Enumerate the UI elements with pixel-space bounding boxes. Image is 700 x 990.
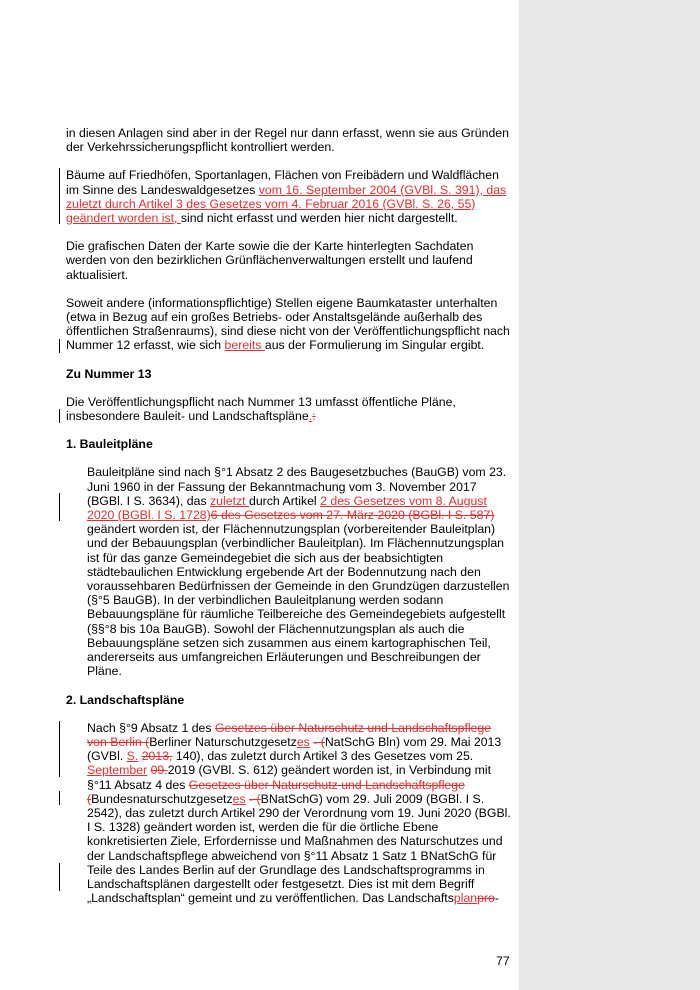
inserted-text: S.	[126, 749, 139, 764]
page-number: 77	[496, 954, 510, 968]
change-bar	[59, 339, 60, 353]
paragraph-2	[66, 168, 512, 225]
change-bar	[59, 409, 60, 423]
paragraph-4	[66, 296, 512, 353]
paragraph-5	[66, 395, 512, 423]
text-run: sind nicht erfasst und werden hier nicht dargestellt.	[180, 211, 458, 226]
paragraph-7	[66, 721, 512, 906]
heading-bauleitplaene: 1. Bauleitpläne	[66, 437, 153, 452]
text-run: Dies ist mit dem Begriff „Landschaftsplan“ gemeint und zu veröffentlichen. Das Landschafts	[87, 876, 475, 906]
change-bar	[59, 721, 60, 777]
text-run: NatSchG Bln) vom 29. Mai 2013 (GVBl.	[87, 734, 502, 764]
deleted-text: - (	[249, 791, 261, 806]
deleted-text: - (	[313, 734, 325, 749]
text-run: 140), das zuletzt durch Artikel 3 des Gesetzes vom 25.	[172, 749, 474, 764]
deleted-text: :	[312, 409, 316, 424]
text-run: Soweit andere (informationspflichtige) Stellen eigene Baumkataster unterhalten (etwa in Bezug auf ein großes Betriebs- oder Anstaltsgelände außerhalb des öffentlichen Straßenraums), sind diese nicht von der Veröffentlichungspflicht nach Nummer 12 erfasst, wie sich	[66, 295, 510, 353]
paragraph-1: in diesen Anlagen sind aber in der Regel nur dann erfasst, wenn sie aus Gründen der Verkehrssicherungspflicht kontrolliert werden.	[66, 126, 509, 155]
heading-zu-nummer-13: Zu Nummer 13	[66, 366, 152, 381]
document-body	[66, 126, 512, 919]
inserted-text: es	[296, 734, 310, 749]
inserted-text: September	[87, 763, 148, 778]
text-run: BNatSchG) vom 29. Juli 2009 (BGBl. I S. 2542), das zuletzt durch Artikel 290 der Verordnung vom 19. Juni 2020 (BGBl. I S. 1328) geändert worden ist, werden die für die örtliche Ebene konkretisierten Ziele, Erfordernisse und Maßnahmen des Naturschutzes und der Landschaftspflege abweichend von §°11 Absatz 1 Satz 1 BNatSchG für Teile des Landes Berlin auf der Grundlage des Landschaftsprogramms in Landschaftsplänen dargestellt oder festgesetzt.	[87, 791, 511, 891]
inserted-text: .	[308, 409, 313, 424]
deleted-text: Gesetzes über Naturschutz und Landschaftspflege von Berlin (	[87, 720, 492, 749]
change-bar	[59, 863, 60, 891]
paragraph-3: Die grafischen Daten der Karte sowie die der Karte hinterlegten Sachdaten werden von den bezirklichen Grünflächenverwaltungen erstellt und laufend aktualisiert.	[66, 239, 474, 282]
text-run: aus der Formulierung im Singular ergibt.	[264, 338, 485, 353]
deleted-text: pro	[477, 891, 495, 906]
deleted-text: 09.	[150, 763, 168, 778]
inserted-text: zuletzt	[210, 493, 249, 508]
text-run: Bundesnaturschutzgesetz	[91, 791, 233, 806]
inserted-text: es	[232, 791, 246, 806]
text-run: Bäume auf Friedhöfen, Sportanlagen, Flächen von Freibädern und Waldflächen im Sinne des Landeswaldgesetzes	[66, 168, 499, 197]
inserted-text: vom 16. September 2004 (GVBl. S. 391), das zuletzt durch Artikel 3 des Gesetzes vom 4. Februar 2016 (GVBl. S. 26, 55) geändert worden ist,	[66, 182, 507, 226]
text-run: Nach §°9 Absatz 1 des	[87, 720, 215, 735]
text-run: durch Artikel	[249, 493, 321, 508]
paragraph-6	[66, 465, 512, 678]
comment-pane	[519, 0, 700, 990]
change-bar	[59, 791, 60, 805]
text-run: Die Veröffentlichungspflicht nach Nummer 13 umfasst öffentliche Pläne, insbesondere Bauleit- und Landschaftspläne	[66, 394, 456, 424]
inserted-text: bereits	[224, 338, 265, 353]
text-run: Berliner Naturschutzgesetz	[149, 734, 297, 749]
text-run: 2019 (GVBl. S. 612) geändert worden ist, in Verbindung mit §°11 Absatz 4 des	[87, 763, 492, 792]
change-bar	[59, 493, 60, 521]
inserted-text: 2 des Gesetzes vom 8. August 2020 (BGBl. I S. 1728)	[87, 493, 487, 523]
heading-landschaftsplaene: 2. Landschaftspläne	[66, 692, 185, 707]
change-bar	[59, 168, 60, 224]
deleted-text: 6 des Gesetzes vom 27. März 2020 (BGBl. I S. 587)	[210, 508, 495, 523]
text-run: geändert worden ist, der Flächennutzungsplan (vorbereitender Bauleitplan) und der Bebauungsplan (verbindlicher Bauleitplan). Im Flächennutzungsplan ist für das ganze Gemeindegebiet die sich aus der beabsichtigten städtebaulichen Entwicklung ergebende Art der Bodennutzung nach den voraussehbaren Bedürfnissen der Gemeinde in den Grundzügen darzustellen (§°5 BauGB). In der verbindlichen Bauleitplanung werden sodann Bebauungspläne für räumliche Teilbereiche des Gemeindegebiets aufgestellt (§§°8 bis 10a BauGB). Sowohl der Flächennutzungsplan als auch die Bebauungspläne setzen sich zusammen aus einem kartographischen Teil, andererseits aus umfangreichen Erläuterungen und Beschreibungen der Pläne.	[87, 522, 510, 679]
inserted-text: plan	[453, 891, 478, 906]
text-run: -	[494, 891, 499, 906]
text-run: Bauleitpläne sind nach §°1 Absatz 2 des Baugesetzbuches (BauGB) vom 23. Juni 1960 in der Fassung der Bekanntmachung vom 3. November 2017 (BGBl. I S. 3634), das	[87, 465, 507, 508]
deleted-text: Gesetzes über Naturschutz und Landschaftspflege (	[87, 777, 465, 806]
deleted-text: 2013,	[141, 749, 173, 764]
